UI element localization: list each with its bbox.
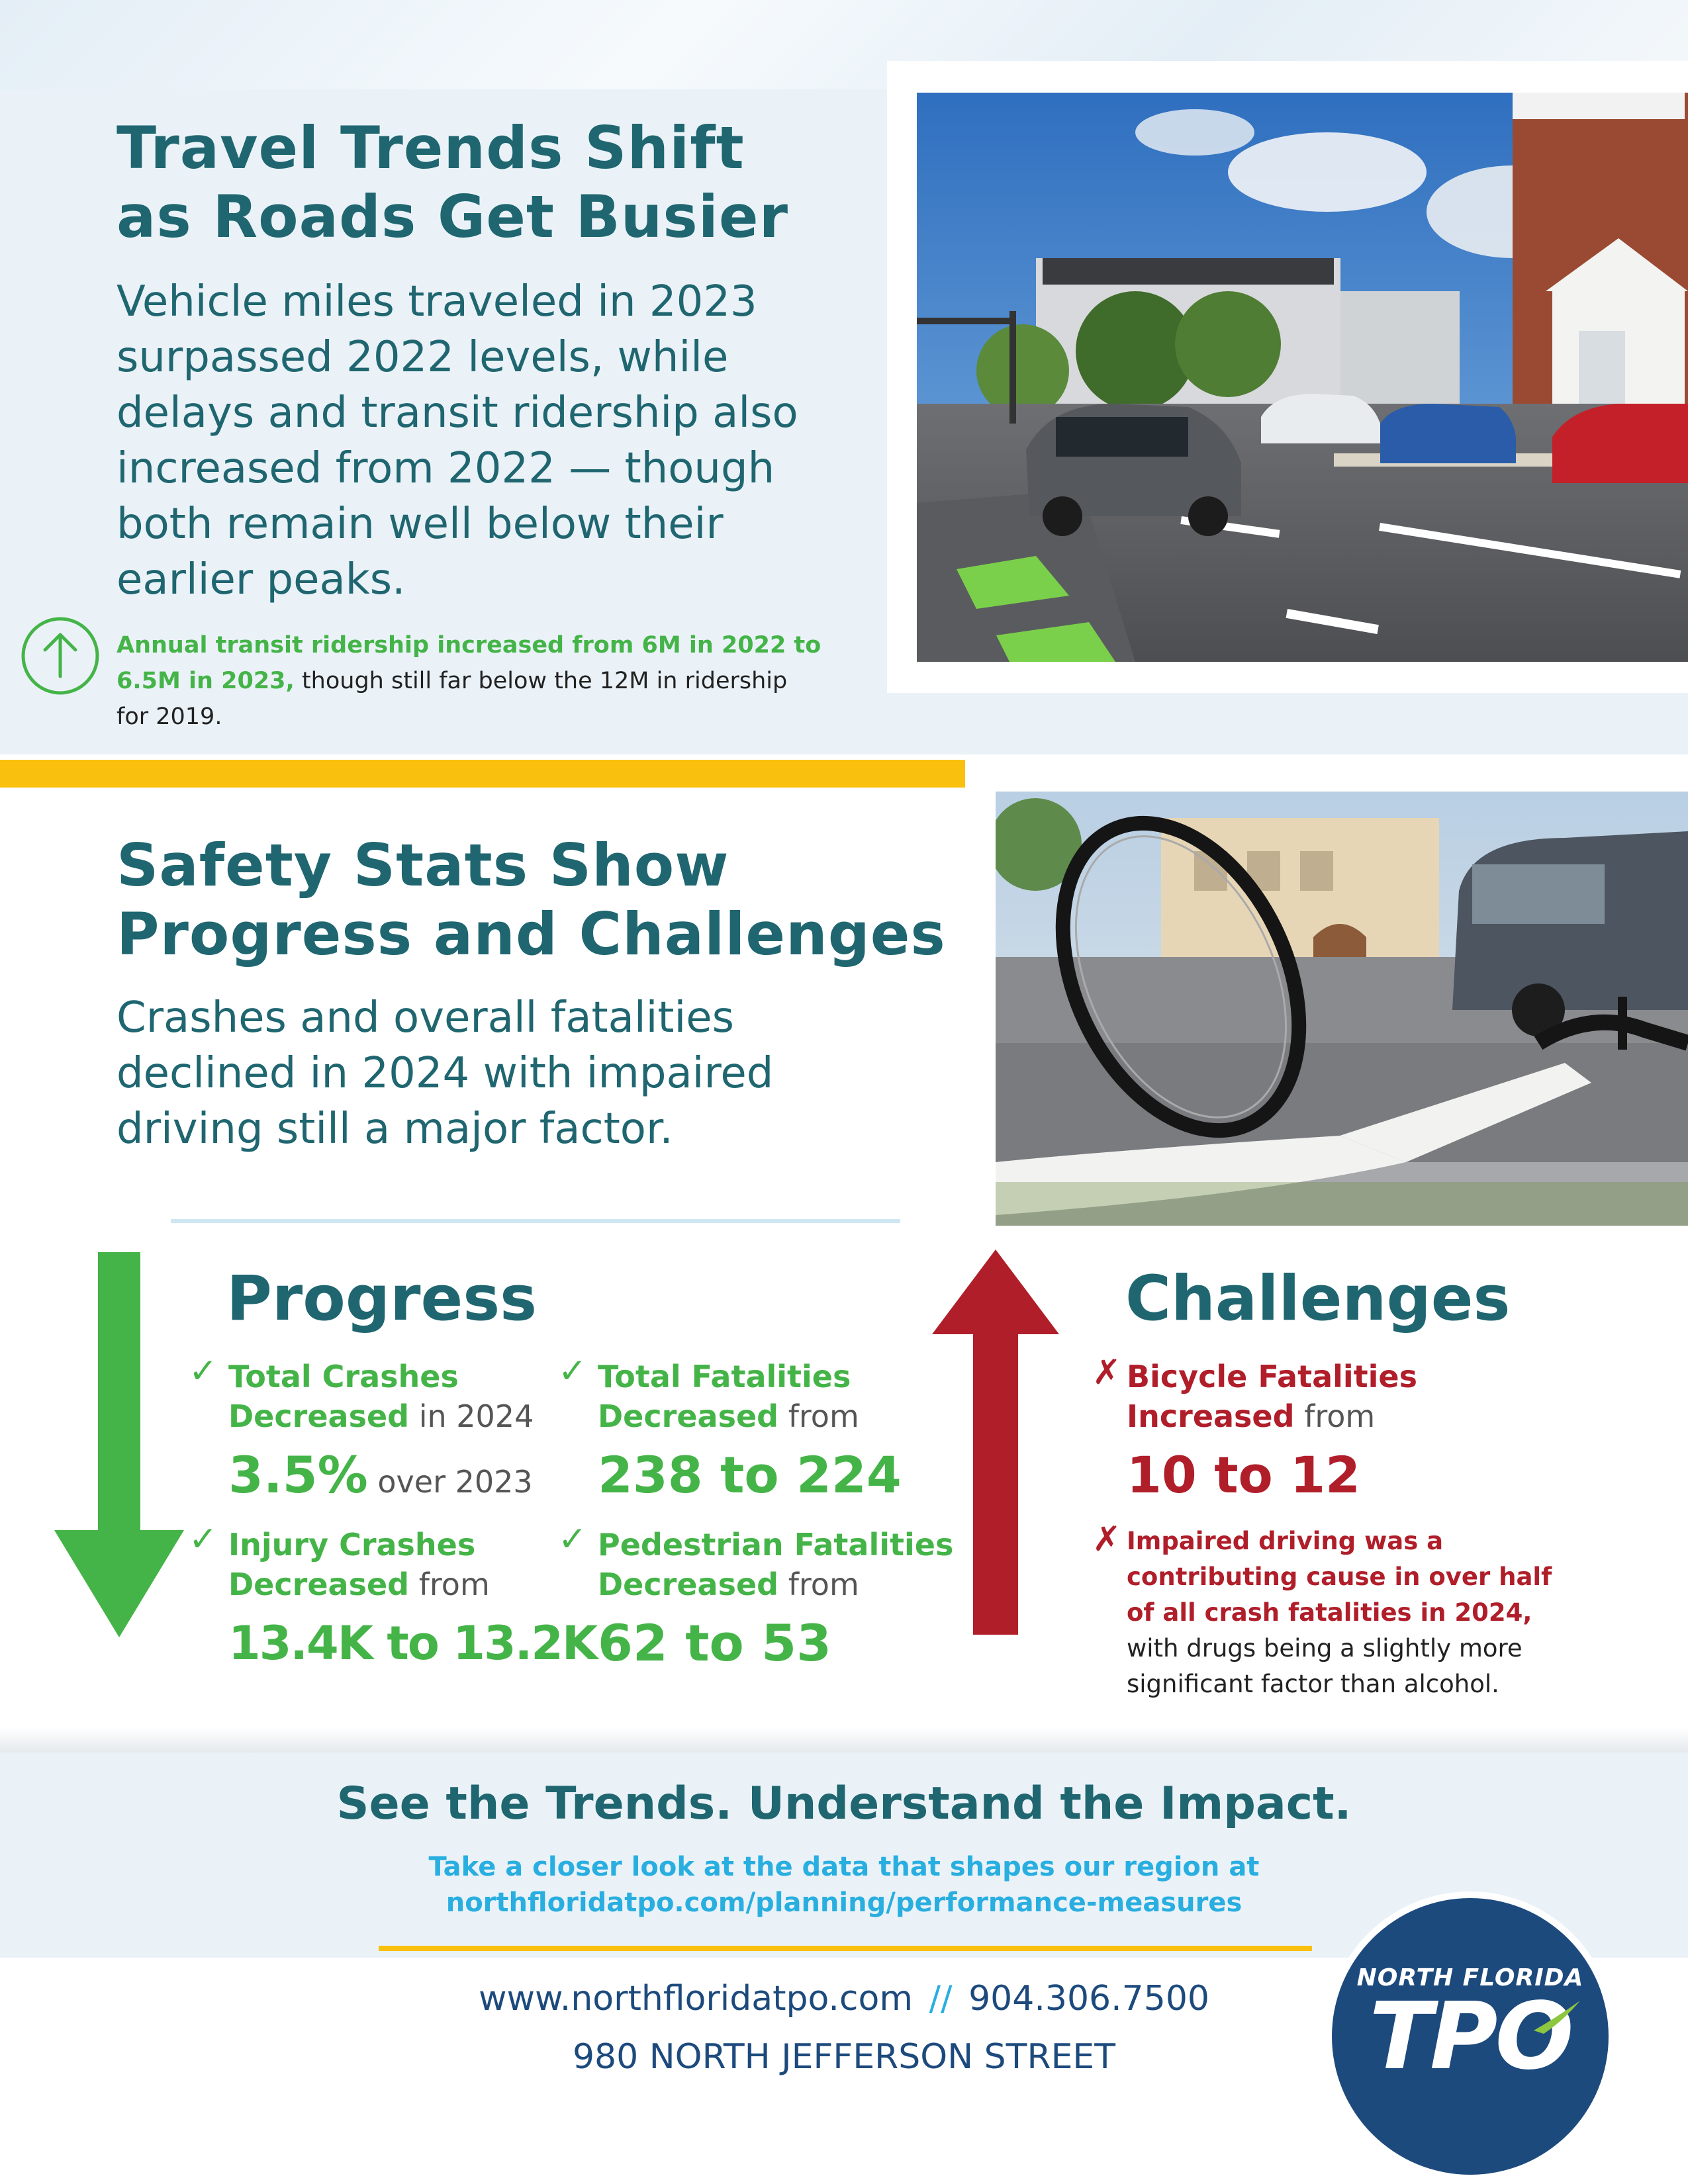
x-mark-icon: ✗ <box>1092 1353 1121 1392</box>
progress-item-pedestrian-fatalities <box>558 1520 955 1675</box>
stat-label: Total Fatalities <box>598 1359 851 1394</box>
yellow-divider <box>0 760 965 788</box>
stat-value: 10 to 12 <box>1127 1445 1360 1504</box>
callout-text: for 2019. <box>117 704 222 730</box>
separator: // <box>929 1979 953 2019</box>
bicycle-photo <box>996 792 1688 1226</box>
section-rule <box>171 1219 900 1223</box>
safety-title-line1: Safety Stats Show <box>117 831 729 899</box>
footer-yellow-rule <box>379 1946 1312 1951</box>
footer-headline: See the Trends. Understand the Impact. <box>336 1778 1352 1830</box>
footer-link[interactable]: northfloridatpo.com/planning/performance-measures <box>445 1888 1243 1918</box>
phone-number[interactable]: 904.306.7500 <box>968 1979 1209 2019</box>
travel-body-line: surpassed 2022 levels, while <box>117 333 729 382</box>
address: 980 NORTH JEFFERSON STREET <box>572 2037 1116 2077</box>
progress-item-total-crashes <box>189 1351 559 1507</box>
callout-bold: Annual transit ridership increased from 6M in 2022 to <box>117 632 821 659</box>
stat-label: Injury Crashes <box>228 1527 476 1563</box>
stat-value: 3.5% <box>228 1445 368 1504</box>
travel-title <box>117 114 788 251</box>
stat-value: 13.4K to 13.2K <box>228 1616 597 1670</box>
footer-shadow <box>0 1727 1688 1754</box>
stat-label: Pedestrian Fatalities <box>598 1527 954 1563</box>
footer-sub-line1: Take a closer look at the data that shapes our region at <box>428 1852 1260 1882</box>
stat-label: Total Crashes <box>228 1359 459 1394</box>
down-arrow-icon <box>54 1252 184 1637</box>
challenge-text-line: significant factor than alcohol. <box>1127 1670 1499 1698</box>
stat-verb: Increased <box>1127 1398 1295 1434</box>
travel-body-line: Vehicle miles traveled in 2023 <box>117 277 757 326</box>
callout-bold: 6.5M in 2023, <box>117 668 295 694</box>
progress-heading: Progress <box>226 1263 538 1335</box>
website-link[interactable]: www.northfloridatpo.com <box>478 1979 913 2019</box>
callout-text: though still far below the 12M in ridership <box>294 668 788 694</box>
check-icon: ✓ <box>558 1351 587 1391</box>
stat-verb: Decreased <box>598 1398 779 1434</box>
stat-verb: Decreased <box>598 1567 779 1602</box>
travel-body-line: earlier peaks. <box>117 555 406 604</box>
check-icon: ✓ <box>189 1520 218 1559</box>
logo-line2: TPO <box>1369 1983 1571 2091</box>
stat-text: from <box>409 1567 490 1602</box>
safety-title-line2: Progress and Challenges <box>117 900 946 968</box>
stat-text: in 2024 <box>409 1398 534 1434</box>
challenges-heading: Challenges <box>1125 1263 1511 1335</box>
ridership-callout <box>117 627 821 735</box>
safety-body-line: declined in 2024 with impaired <box>117 1049 774 1098</box>
stat-verb: Decreased <box>228 1567 410 1602</box>
progress-item-total-fatalities <box>558 1351 929 1507</box>
x-mark-icon: ✗ <box>1092 1520 1121 1559</box>
safety-body-line: driving still a major factor. <box>117 1105 673 1154</box>
stat-text: from <box>1294 1398 1376 1434</box>
arrow-up-circle-icon <box>20 615 101 696</box>
challenge-bold-line: Impaired driving was a <box>1127 1527 1444 1555</box>
challenge-item-bicycle <box>1092 1353 1523 1507</box>
check-icon: ✓ <box>558 1520 587 1559</box>
stat-text: from <box>778 1567 859 1602</box>
stat-text: from <box>778 1398 859 1434</box>
stat-text: over 2023 <box>367 1464 533 1500</box>
tpo-logo-circle <box>1332 1898 1609 2175</box>
stat-value: 238 to 224 <box>598 1445 902 1504</box>
travel-body-line: delays and transit ridership also <box>117 388 798 437</box>
challenge-bold-line: of all crash fatalities in 2024, <box>1127 1598 1532 1627</box>
stat-verb: Decreased <box>228 1398 410 1434</box>
stat-value: 62 to 53 <box>598 1614 831 1672</box>
safety-body <box>117 990 773 1157</box>
check-icon: ✓ <box>189 1351 218 1391</box>
challenge-bold-line: contributing cause in over half <box>1127 1563 1552 1591</box>
travel-body-line: increased from 2022 — though <box>117 444 775 493</box>
travel-body-line: both remain well below their <box>117 500 724 549</box>
travel-title-line1: Travel Trends Shift <box>117 114 745 182</box>
travel-body <box>117 274 798 608</box>
street-scene-photo <box>917 93 1688 662</box>
stat-label: Bicycle Fatalities <box>1127 1359 1417 1394</box>
logo-swoosh-icon <box>1530 1997 1583 2037</box>
safety-title <box>117 831 946 969</box>
challenge-text-line: with drugs being a slightly more <box>1127 1634 1523 1662</box>
travel-title-line2: as Roads Get Busier <box>117 183 788 251</box>
safety-body-line: Crashes and overall fatalities <box>117 993 734 1042</box>
challenge-item-impaired <box>1092 1520 1595 1702</box>
logo-line1: NORTH FLORIDA <box>1356 1964 1584 1991</box>
progress-item-injury-crashes <box>189 1520 597 1675</box>
